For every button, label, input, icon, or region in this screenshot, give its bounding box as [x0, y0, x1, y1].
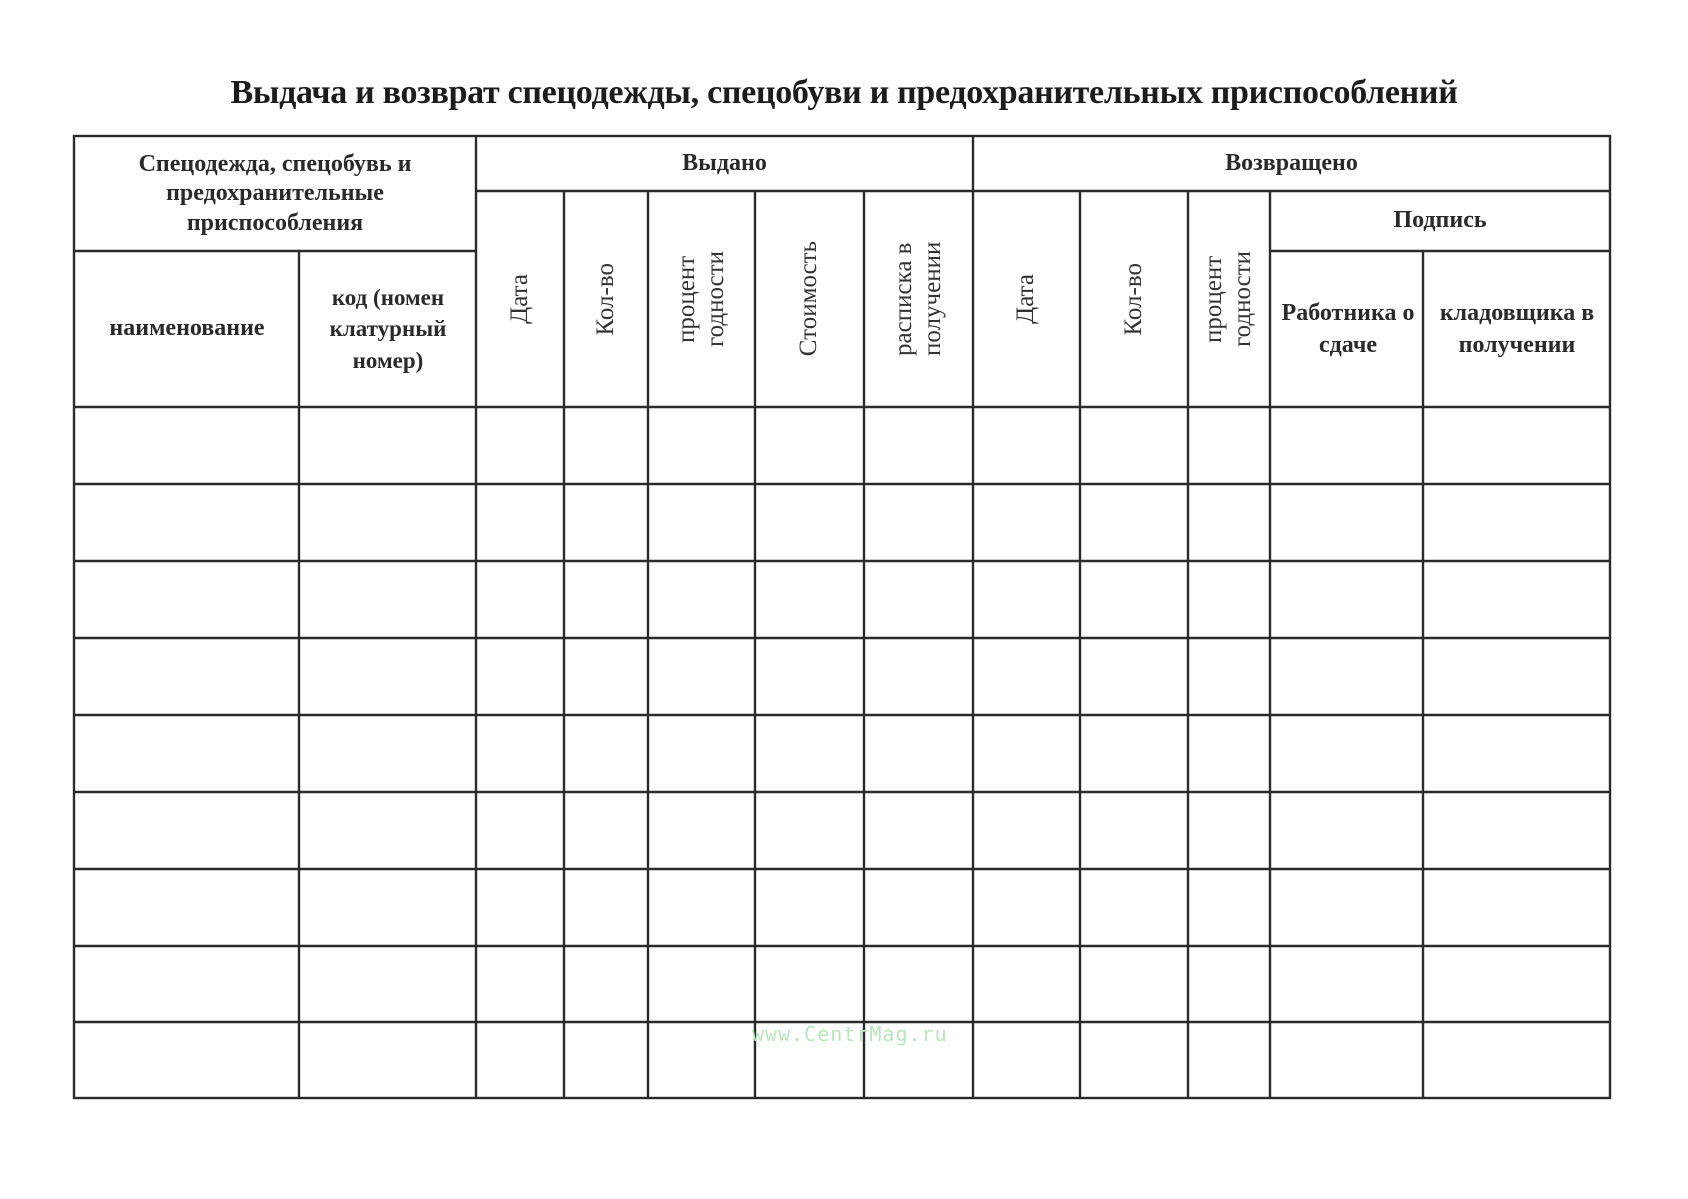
header-returned-date: Дата	[1012, 274, 1040, 324]
header-items-group: Спецодежда, спецобувь и предохранительные приспособления	[138, 151, 412, 236]
table-row[interactable]	[74, 869, 1610, 946]
header-returned-percent: процент годности	[1200, 250, 1256, 348]
table-row[interactable]	[74, 715, 1610, 792]
header-issued: Выдано	[682, 149, 767, 176]
header-signature-storekeeper: кладовщика в получении	[1439, 299, 1595, 358]
header-code: код (номен клатурный номер)	[329, 285, 447, 373]
header-signature-worker: Работника о сдаче	[1281, 299, 1415, 358]
header-returned-qty: Кол-во	[1119, 262, 1147, 336]
watermark: www.CentrMag.ru	[752, 1022, 948, 1046]
table-row[interactable]	[74, 792, 1610, 869]
header-issued-cost: Стоимость	[795, 241, 823, 357]
header-returned: Возвращено	[1225, 149, 1358, 176]
table-row[interactable]	[74, 484, 1610, 561]
header-issued-date: Дата	[505, 274, 533, 324]
table-row[interactable]	[74, 407, 1610, 484]
header-issued-percent: процент годности	[672, 250, 729, 348]
header-issued-qty: Кол-во	[591, 262, 619, 336]
table-row[interactable]	[74, 561, 1610, 638]
header-signature: Подпись	[1393, 207, 1487, 234]
header-issued-receipt: расписка в получении	[889, 241, 946, 357]
form-title: Выдача и возврат спецодежды, спецобуви и предохранительных приспособлений	[230, 74, 1458, 111]
table-row[interactable]	[74, 946, 1610, 1022]
header-name: наименование	[109, 315, 265, 342]
table-row[interactable]	[74, 638, 1610, 715]
